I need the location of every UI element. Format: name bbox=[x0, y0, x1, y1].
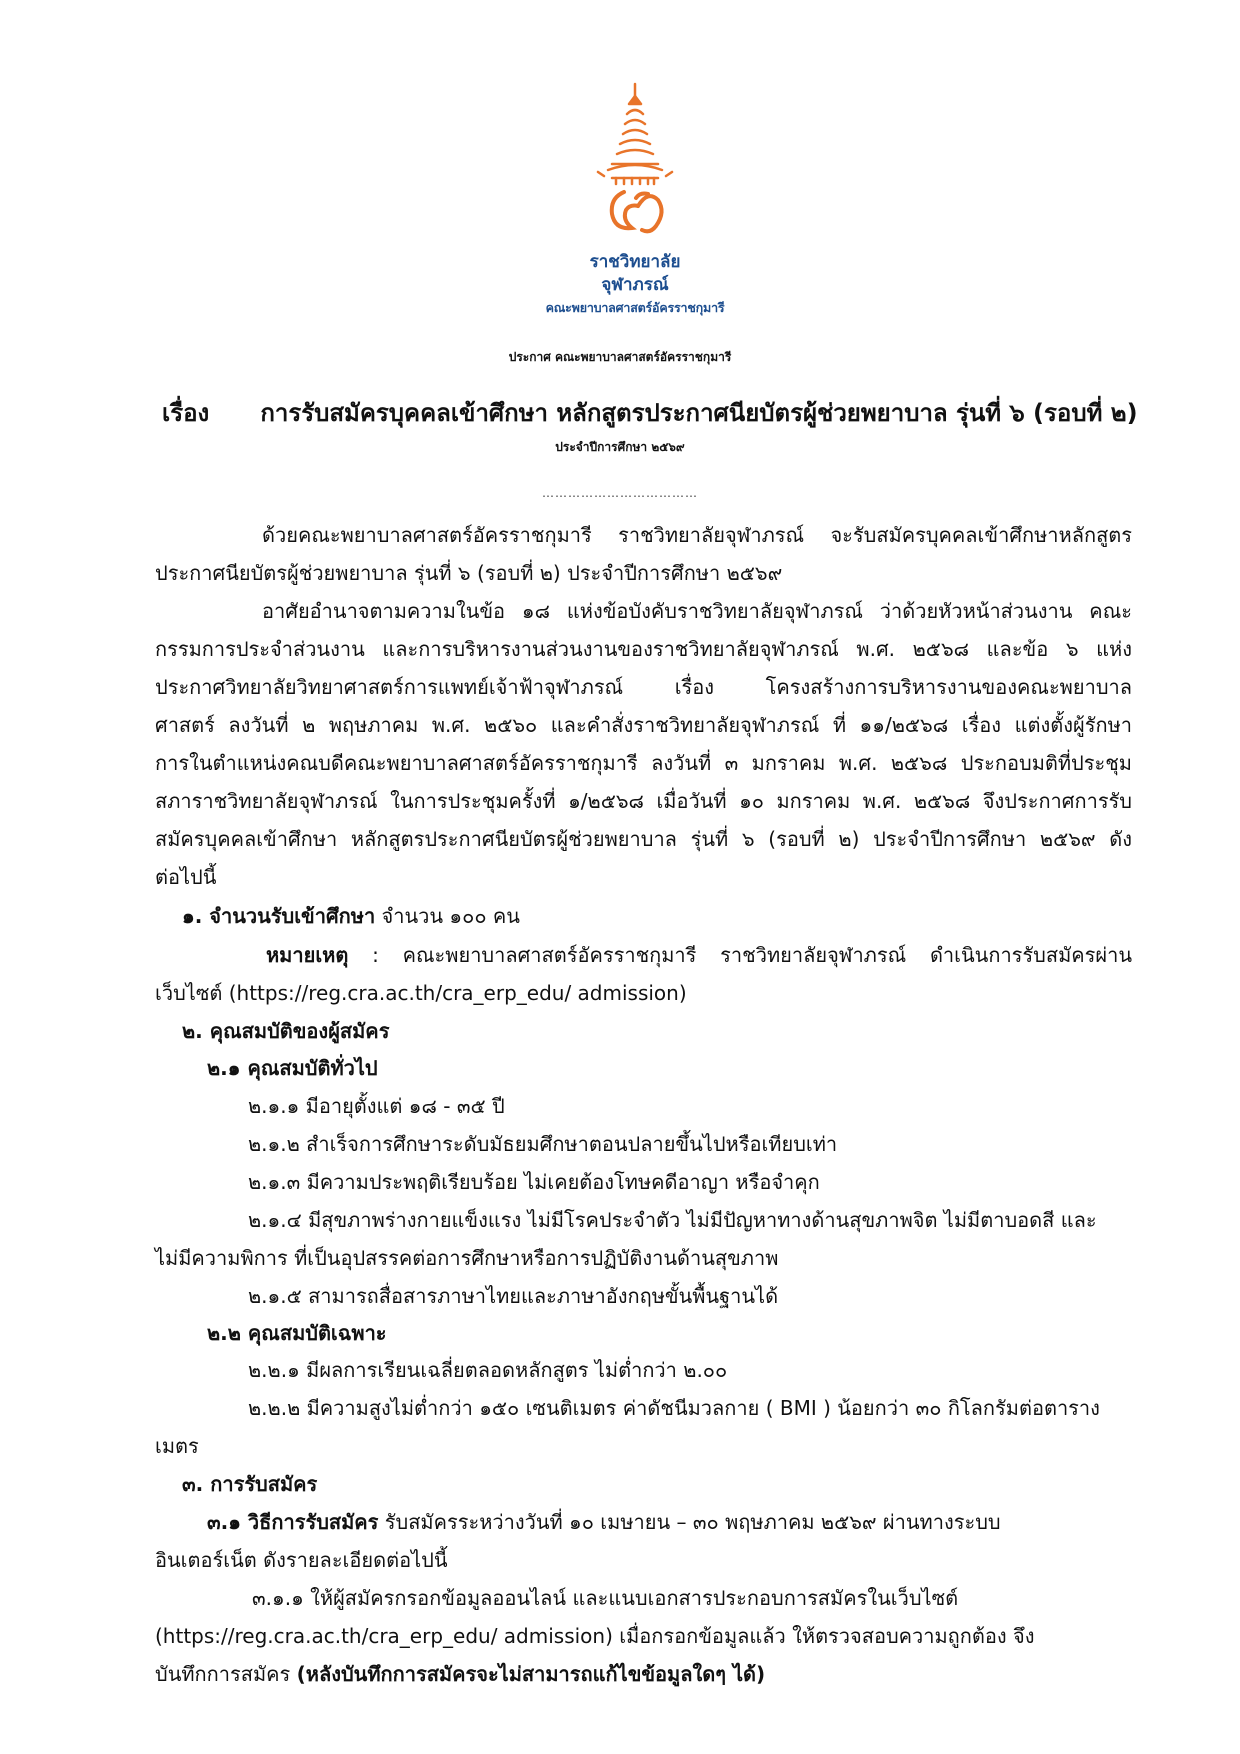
section2-2-title: ๒.๒ คุณสมบัติเฉพาะ bbox=[207, 1321, 387, 1345]
college-logo bbox=[540, 80, 730, 330]
item-2-1-1: ๒.๑.๑ มีอายุตั้งแต่ ๑๘ - ๓๕ ปี bbox=[248, 1094, 505, 1118]
section3-1-line1 bbox=[207, 1510, 1001, 1534]
section2-title: ๒. คุณสมบัติของผู้สมัคร bbox=[182, 1019, 390, 1043]
intro-p2-line8: ต่อไปนี้ bbox=[155, 865, 217, 889]
section3-title: ๓. การรับสมัคร bbox=[182, 1472, 318, 1496]
section1-note-line1 bbox=[266, 943, 1132, 967]
academic-year: ประจำปีการศึกษา ๒๕๖๙ bbox=[555, 440, 685, 454]
item-3-1-1-warning: (หลังบันทึกการสมัครจะไม่สามารถแก้ไขข้อมูลใดๆ ได้) bbox=[296, 1662, 766, 1686]
section1-note-line2: เว็บไซต์ (https://reg.cra.ac.th/cra_erp_edu/ admission) bbox=[155, 981, 687, 1005]
note-text: : คณะพยาบาลศาสตร์อัครราชกุมารี ราชวิทยาลัยจุฬาภรณ์ ดำเนินการรับสมัครผ่าน bbox=[348, 943, 1132, 967]
item-3-1-1-line1: ๓.๑.๑ ให้ผู้สมัครกรอกข้อมูลออนไลน์ และแนบเอกสารประกอบการสมัครในเว็บไซต์ bbox=[252, 1586, 959, 1610]
item-2-2-1: ๒.๒.๑ มีผลการเรียนเฉลี่ยตลอดหลักสูตร ไม่ต่ำกว่า ๒.๐๐ bbox=[248, 1358, 728, 1382]
item-2-1-5: ๒.๑.๕ สามารถสื่อสารภาษาไทยและภาษาอังกฤษขั้นพื้นฐานได้ bbox=[248, 1284, 779, 1308]
announcement-title: ประกาศ คณะพยาบาลศาสตร์อัครราชกุมารี bbox=[508, 350, 732, 364]
intro-p2-line2: กรรมการประจำส่วนงาน และการบริหารงานส่วนงานของราชวิทยาลัยจุฬาภรณ์ พ.ศ. ๒๕๖๘ และข้อ ๖ แห่ง bbox=[155, 637, 1132, 661]
section2-1-title: ๒.๑ คุณสมบัติทั่วไป bbox=[207, 1056, 378, 1080]
item-3-1-1-line3 bbox=[155, 1662, 765, 1686]
section1-line bbox=[182, 904, 520, 928]
intro-p2-line7: สมัครบุคคลเข้าศึกษา หลักสูตรประกาศนียบัตรผู้ช่วยพยาบาล รุ่นที่ ๖ (รอบที่ ๒) ประจำปีการศึกษา ๒๕๖๙ ดัง bbox=[155, 827, 1132, 851]
item-2-1-3: ๒.๑.๓ มีความประพฤติเรียบร้อย ไม่เคยต้องโทษคดีอาญา หรือจำคุก bbox=[248, 1170, 820, 1194]
item-2-2-2-line1: ๒.๒.๒ มีความสูงไม่ต่ำกว่า ๑๕๐ เซนติเมตร ค่าดัชนีมวลกาย ( BMI ) น้อยกว่า ๓๐ กิโลกรัมต่อตาราง bbox=[248, 1396, 1100, 1420]
note-label: หมายเหตุ bbox=[266, 943, 349, 967]
section3-1-label: ๓.๑ วิธีการรับสมัคร bbox=[207, 1510, 379, 1534]
subject-label: เรื่อง bbox=[162, 399, 210, 427]
item-2-2-2-line2: เมตร bbox=[155, 1434, 199, 1458]
logo-line-1: ราชวิทยาลัย bbox=[589, 252, 681, 272]
item-2-1-4-line2: ไม่มีความพิการ ที่เป็นอุปสรรคต่อการศึกษาหรือการปฏิบัติงานด้านสุขภาพ bbox=[155, 1246, 779, 1270]
intro-p2-line1: อาศัยอำนาจตามความในข้อ ๑๘ แห่งข้อบังคับราชวิทยาลัยจุฬาภรณ์ ว่าด้วยหัวหน้าส่วนงาน คณะ bbox=[262, 599, 1132, 623]
intro-p1-line2: ประกาศนียบัตรผู้ช่วยพยาบาล รุ่นที่ ๖ (รอบที่ ๒) ประจำปีการศึกษา ๒๕๖๙ bbox=[155, 561, 783, 585]
item-2-1-4-line1: ๒.๑.๔ มีสุขภาพร่างกายแข็งแรง ไม่มีโรคประจำตัว ไม่มีปัญหาทางด้านสุขภาพจิต ไม่มีตาบอดสี และ bbox=[248, 1208, 1097, 1232]
subject-text: การรับสมัครบุคคลเข้าศึกษา หลักสูตรประกาศนียบัตรผู้ช่วยพยาบาล รุ่นที่ ๖ (รอบที่ ๒) bbox=[260, 399, 1138, 427]
section3-1-text: รับสมัครระหว่างวันที่ ๑๐ เมษายน – ๓๐ พฤษภาคม ๒๕๖๙ ผ่านทางระบบ bbox=[378, 1510, 1001, 1534]
item-3-1-1-text: บันทึกการสมัคร bbox=[155, 1662, 297, 1686]
intro-p1-line1: ด้วยคณะพยาบาลศาสตร์อัครราชกุมารี ราชวิทยาลัยจุฬาภรณ์ จะรับสมัครบุคคลเข้าศึกษาหลักสูตร bbox=[262, 523, 1132, 547]
intro-p2-line6: สภาราชวิทยาลัยจุฬาภรณ์ ในการประชุมครั้งที่ ๑/๒๕๖๘ เมื่อวันที่ ๑๐ มกราคม พ.ศ. ๒๕๖๘ จึงประกาศการรับ bbox=[155, 789, 1132, 813]
section1-value: จำนวน ๑๐๐ คน bbox=[375, 904, 520, 928]
item-2-1-2: ๒.๑.๒ สำเร็จการศึกษาระดับมัธยมศึกษาตอนปลายขึ้นไปหรือเทียบเท่า bbox=[248, 1132, 838, 1156]
item-3-1-1-line2: (https://reg.cra.ac.th/cra_erp_edu/ admission) เมื่อกรอกข้อมูลแล้ว ให้ตรวจสอบความถูกต้อง จึง bbox=[155, 1624, 1035, 1648]
logo-line-2: จุฬาภรณ์ bbox=[601, 275, 669, 295]
divider: ……………………………… bbox=[542, 486, 698, 500]
crest-icon bbox=[590, 80, 680, 245]
section3-1-line2: อินเตอร์เน็ต ดังรายละเอียดต่อไปนี้ bbox=[155, 1548, 448, 1572]
intro-p2-line5: การในตำแหน่งคณบดีคณะพยาบาลศาสตร์อัครราชกุมารี ลงวันที่ ๓ มกราคม พ.ศ. ๒๕๖๘ ประกอบมติที่ประชุม bbox=[155, 751, 1132, 775]
intro-p2-line3: ประกาศวิทยาลัยวิทยาศาสตร์การแพทย์เจ้าฟ้าจุฬาภรณ์ เรื่อง โครงสร้างการบริหารงานของคณะพยาบาล bbox=[155, 675, 1132, 699]
announcement-subject bbox=[162, 393, 1138, 432]
intro-p2-line4: ศาสตร์ ลงวันที่ ๒ พฤษภาคม พ.ศ. ๒๕๖๐ และคำสั่งราชวิทยาลัยจุฬาภรณ์ ที่ ๑๑/๒๕๖๘ เรื่อง แต่งตั้งผู้รักษา bbox=[155, 713, 1132, 737]
section1-label: ๑. จำนวนรับเข้าศึกษา bbox=[182, 904, 376, 928]
logo-line-3: คณะพยาบาลศาสตร์อัครราชกุมารี bbox=[545, 300, 725, 315]
